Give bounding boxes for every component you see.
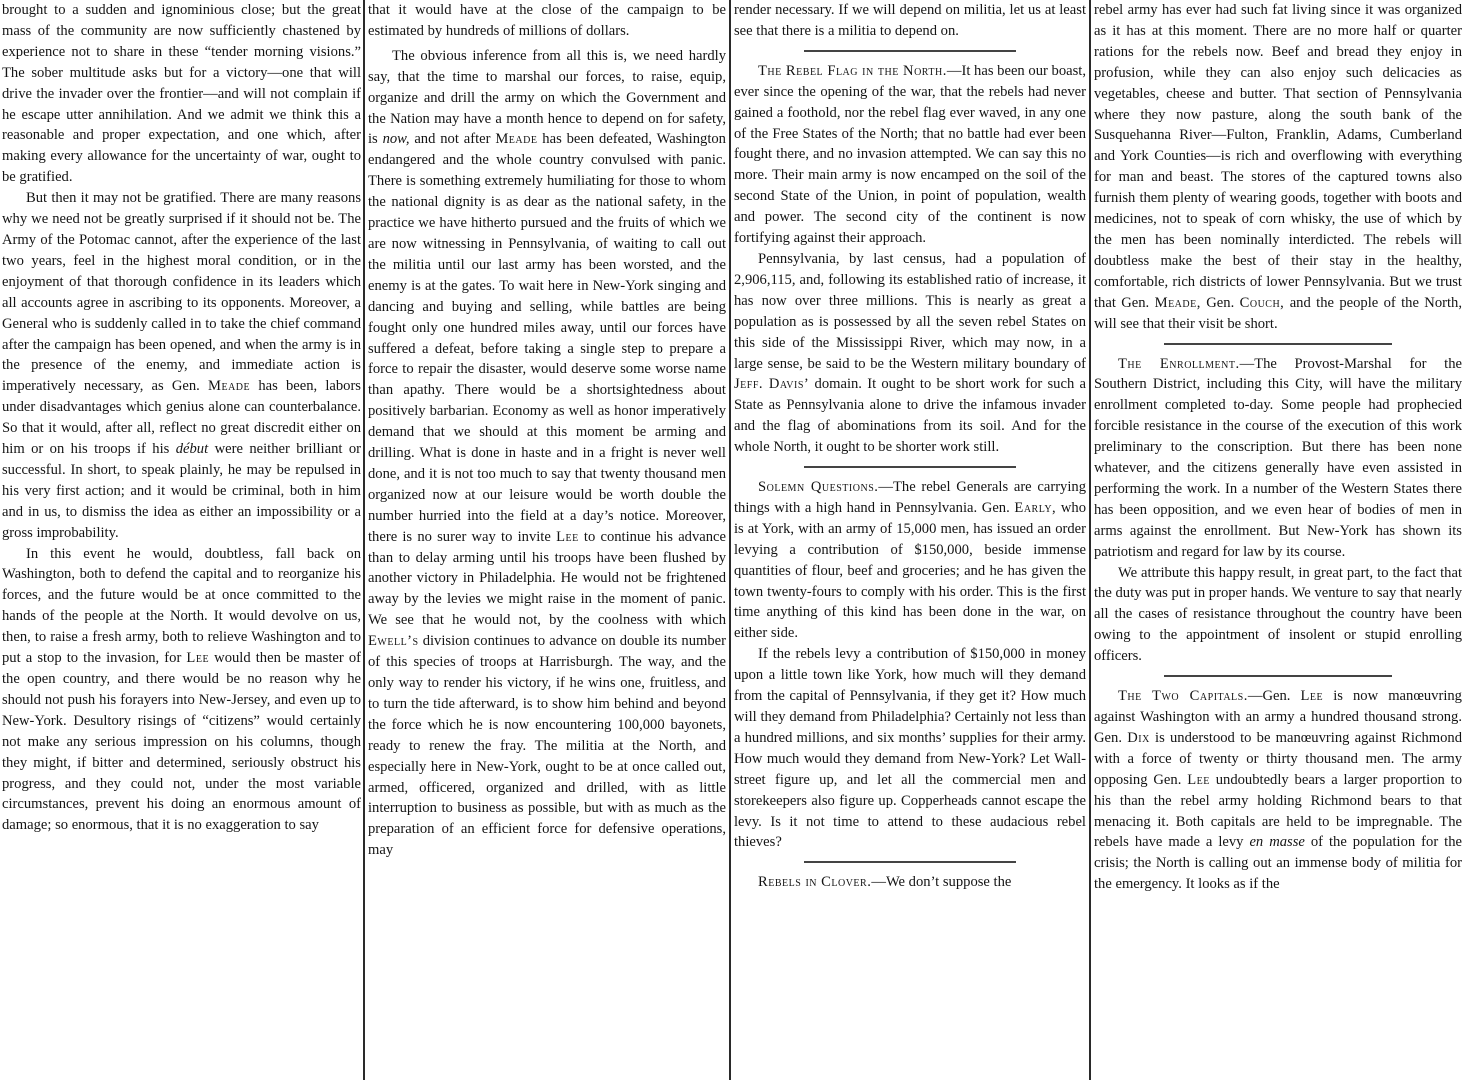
person-name: Meade bbox=[208, 378, 251, 395]
col3-paragraph-1: render necessary. If we will depend on militia, let us at least see that there is a militia to depend on. bbox=[734, 2, 1086, 39]
article-heading: The Rebel Flag in the North. bbox=[758, 62, 947, 79]
italic-word: now, bbox=[382, 131, 410, 148]
article-rebel-flag: The Rebel Flag in the North.—It has been our boast, ever since the opening of the war, that the rebels had never gained a foothold, nor the rebel flag ever waved, in any one of the Free States of the North; that no battle had ever been fought there, and no invasion attempted. We can say this no more. Their main army is now encamped on the soil of the second State of the Union, in point of population, wealth and power. The second city of the continent is now fortifying against their approach. bbox=[734, 62, 1086, 247]
column-rule-3 bbox=[1089, 0, 1091, 1080]
article-rebels-in-clover: Rebels in Clover.—We don’t suppose the bbox=[758, 874, 1012, 891]
col4-paragraph-1: rebel army has ever had such fat living since it was organized as it has at this moment. There are no more half or quarter rations for the rebels now. Beef and bread they enjoy in profusion, while they can also enjoy such delicacies as vegetables, cheese and butter. That section of Pennsylvania where they now pasture, along the south bank of the Susquehanna River—Fulton, Franklin, Adams, Cumberland and York Counties—is rich and overflowing with everything for man and beast. The stores of the captured towns also furnish them plenty of wearing goods, together with boots and medicines, not to speak of corn whisky, the use of which by the men has been nominally interdicted. The rebels will doubtless make the best of their stay in the healthy, comfortable, rich districts of lower Pennsylvania. But we trust that Gen. Meade, Gen. Couch, and the people of the North, will see that their visit be short. bbox=[1094, 2, 1462, 332]
col2-paragraph-2: The obvious inference from all this is, we need hardly say, that the time to marshal our forces, to raise, equip, organize and drill the army on which the Government and the Nation may have a month hence to depend on for safety, is now, and not after Meade has been defeated, Washington endangered and the whole country convulsed with panic. There is something extremely humiliating for those to whom the national dignity is as dear as the national safety, in the practice we have hitherto pursued and the fruits of which we are now witnessing in Pennsylvania, of waiting to call out the militia until our last army has been worsted, and the enemy is at the gates. To wait here in New-York singing and dancing and buying and selling, while battles are being fought only one hundred miles away, until our forces have suffered a defeat, before taking a single step to prepare a force to repair the disaster, would deserve some worse name than apathy. There would be a shortsightedness about positively barbarian. Economy as well as honor imperatively demand that we should at this moment be arming and drilling. What is done in haste and in a fright is never well done, and it is not too much to say that twenty thousand men organized now at our leisure would be worth double the number hurried into the field at a day’s notice. Moreover, there is no surer way to invite Lee to continue his advance than to delay arming until his troops have been flushed by another victory in Philadelphia. He would not be frightened away by the levies we might raise in the moment of panic. We see that he would not, by the coolness with which Ewell’s division continues to advance on double its number of this species of troops at Harrisburgh. The way, and the only way to render his victory, if he wins one, fruitless, and to turn the tide afterward, is to show him behind and beyond the force which he is now encountering 100,000 bayonets, ready to renew the fray. The militia at the North, and especially here in New-York, ought to be at once called out, armed, officered, organized and drilled, with as little interruption to business as possible, but with as much as the preparation of an efficient force for defensive operations, may bbox=[368, 47, 726, 859]
column-1 bbox=[2, 0, 361, 1080]
section-divider bbox=[1164, 343, 1392, 345]
article-two-capitals: The Two Capitals.—Gen. Lee is now manœuvring against Washington with an army a hundred thousand strong. Gen. Dix is understood to be manœuvring against Richmond with a force of twenty or thirty thousand men. The army opposing Gen. Lee undoubtedly bears a larger proportion to his than the rebel army holding Richmond bears to that menacing it. Both capitals are held to be impregnable. The rebels have made a levy en masse of the population for the crisis; the North is calling out an immense body of militia for the emergency. It looks as if the bbox=[1094, 688, 1462, 893]
column-rule-1 bbox=[363, 0, 365, 1080]
section-divider bbox=[804, 50, 1016, 52]
person-name: Jeff. Davis’ bbox=[734, 376, 810, 393]
article-rebel-flag-paragraph-2: Pennsylvania, by last census, had a population of 2,906,115, and, following its established ratio of increase, it has now over three millions. This is nearly as great a population as is possessed by all the seven rebel States on this side of the Mississippi River, which may now, in a large sense, be said to be the Western military boundary of Jeff. Davis’ domain. It ought to be short work for such a State as Pennsylvania alone to drive the infamous invader and the flag of abominations from its soil. And for the whole North, it ought to be shorter work still. bbox=[734, 250, 1086, 456]
person-name: Couch, bbox=[1239, 294, 1285, 311]
article-heading: Solemn Questions. bbox=[758, 479, 879, 496]
person-name: Lee bbox=[186, 650, 210, 667]
section-divider bbox=[804, 466, 1016, 468]
person-name: Ewell’s bbox=[368, 633, 419, 650]
person-name: Meade bbox=[495, 131, 538, 148]
article-solemn-questions: Solemn Questions.—The rebel Generals are carrying things with a high hand in Pennsylvania. Gen. Early, who is at York, with an army of 15,000 men, has issued an order levying a contribution of $150,000, beside immense quantities of flour, beef and groceries; and he has given the town twenty-fours to comply with his order. This is the first time anything of this kind has been done in the war, on either side. bbox=[734, 479, 1086, 642]
person-name: Dix bbox=[1127, 729, 1150, 746]
col1-paragraph-3: In this event he would, doubtless, fall back on Washington, both to defend the capital and to reorganize his forces, and the future would be at once committed to the hands of the people at the North. It would devolve on us, then, to raise a fresh army, both to relieve Washington and to put a stop to the invasion, for Lee would then be master of the open country, and there would be no reason why he should not push his forayers into New-Jersey, and even up to New-York. Desultory risings of “citizens” would certainly not make any serious impression on his columns, though they might, if bitter and determined, seriously obstruct his progress, and they could not, under the most variable circumstances, prevent his doing an enormous amount of damage; so enormous, that it is no exaggeration to say bbox=[2, 545, 361, 834]
article-heading: The Two Capitals. bbox=[1118, 688, 1248, 705]
column-2 bbox=[368, 0, 726, 1080]
col1-paragraph-1: brought to a sudden and ignominious close; but the great mass of the community are now sufficiently chastened by experience not to share in these “tender morning visions.” The sober multitude asks but for a victory—one that will drive the invader over the frontier—and will not complain if he escape utter annihilation. And we admit we think this a reasonable and proper expectation, and one which, after making every allowance for the uncertainty of war, ought to be gratified. bbox=[2, 2, 361, 186]
article-heading: Rebels in Clover. bbox=[758, 874, 872, 891]
article-enrollment: The Enrollment.—The Provost-Marshal for the Southern District, including this City, will have the military enrollment completed to-day. Some people had prophecied forcible resistance in the course of the execution of this work preliminary to the conscription. But there has been none whatever, and the citizens generally have even assisted in performing the work. In a number of the Western States there has been opposition, and we even hear of bodies of men in arms against the enrollment. But New-York has shown its patriotism and regard for law by its course. bbox=[1094, 355, 1462, 560]
italic-phrase: en masse bbox=[1249, 834, 1305, 851]
column-4 bbox=[1094, 0, 1462, 1080]
column-rule-2 bbox=[729, 0, 731, 1080]
italic-word: début bbox=[175, 441, 209, 458]
person-name: Meade, bbox=[1154, 294, 1201, 311]
person-name: Lee bbox=[556, 528, 579, 545]
person-name: Early, bbox=[1014, 499, 1057, 516]
article-enrollment-paragraph-2: We attribute this happy result, in great part, to the fact that the duty was put in proper hands. We venture to say that nearly all the cases of resistance throughout the country have been owing to the appointment of insolent or stupid enrolling officers. bbox=[1094, 564, 1462, 665]
section-divider bbox=[1164, 675, 1392, 677]
col2-paragraph-1: that it would have at the close of the campaign to be estimated by hundreds of millions of dollars. bbox=[368, 2, 726, 39]
article-heading: The Enrollment. bbox=[1118, 355, 1240, 372]
column-3 bbox=[734, 0, 1086, 1080]
person-name: Lee bbox=[1187, 771, 1210, 788]
section-divider bbox=[804, 861, 1016, 863]
col1-paragraph-2: But then it may not be gratified. There are many reasons why we need not be greatly surprised if it should not be. The Army of the Potomac cannot, after the experience of the last two years, feel in the highest moral condition, or in the enjoyment of that thorough confidence in its leaders which all accounts agree in ascribing to its opponents. Moreover, a General who is suddenly called in to take the chief command after the campaign has been opened, and when the army is in the presence of the enemy, and immediate action is imperatively necessary, as Gen. Meade has been, labors under disadvantages which genius alone can counterbalance. So that it would, after all, reflect no great discredit either on him or on his troops if his début were neither brilliant or successful. In short, to speak plainly, he may be repulsed in his very first action; and it would be criminal, both in him and in us, to dismiss the idea as either an impossibility or a gross improbability. bbox=[2, 190, 361, 541]
article-solemn-questions-paragraph-2: If the rebels levy a contribution of $150,000 in money upon a little town like York, how much will they demand from the capital of Pennsylvania, if they get it? How much will they demand from Philadelphia? Certainly not less than a hundred millions, and six months’ supplies for their army. How much would they demand from New-York? Let Wall-street figure up, and let all the commercial men and storekeepers also figure up. Copperheads cannot escape the levy. Is it not time to attend to these audacious rebel thieves? bbox=[734, 646, 1086, 851]
person-name: Lee bbox=[1300, 688, 1324, 705]
